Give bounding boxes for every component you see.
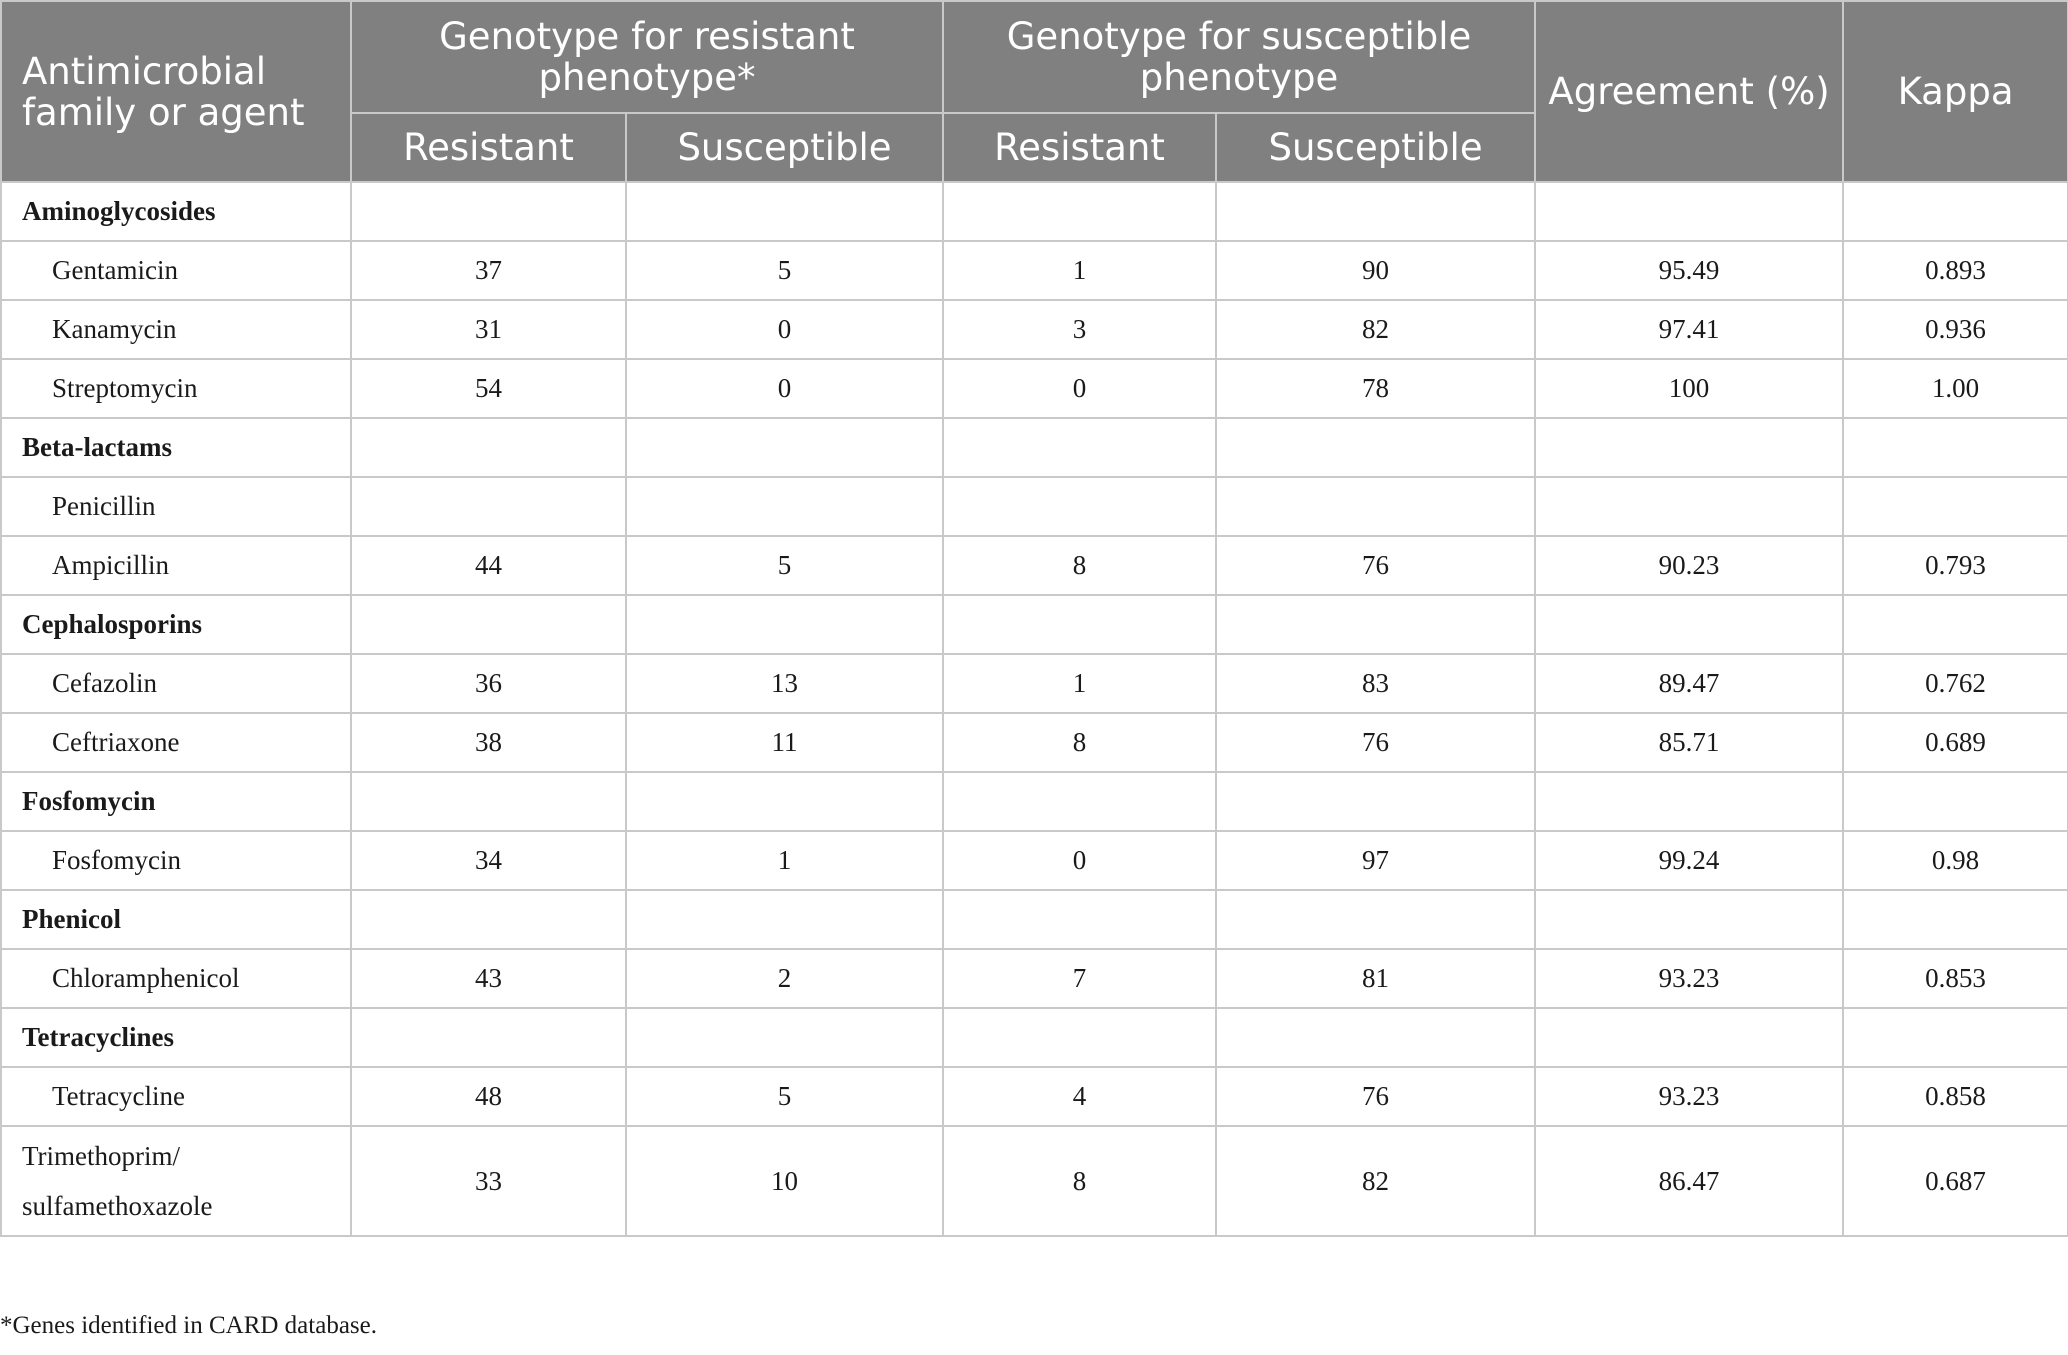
agent-row <box>1 1067 2068 1126</box>
genotype-resistant-susceptible <box>626 890 943 949</box>
genotype-resistant-susceptible: 5 <box>626 241 943 300</box>
genotype-susceptible-susceptible: 76 <box>1216 536 1535 595</box>
agent-name: Streptomycin <box>1 359 351 418</box>
genotype-susceptible-susceptible: 81 <box>1216 949 1535 1008</box>
agreement-value <box>1535 1008 1843 1067</box>
agreement-value: 97.41 <box>1535 300 1843 359</box>
agreement-value <box>1535 772 1843 831</box>
kappa-value <box>1843 772 2068 831</box>
genotype-resistant-susceptible: 1 <box>626 831 943 890</box>
genotype-susceptible-resistant <box>943 418 1216 477</box>
genotype-susceptible-resistant: 8 <box>943 713 1216 772</box>
genotype-resistant-susceptible <box>626 418 943 477</box>
family-row <box>1 890 2068 949</box>
genotype-susceptible-susceptible: 76 <box>1216 1067 1535 1126</box>
family-row <box>1 182 2068 241</box>
agreement-value: 93.23 <box>1535 1067 1843 1126</box>
genotype-susceptible-resistant: 7 <box>943 949 1216 1008</box>
genotype-susceptible-susceptible: 97 <box>1216 831 1535 890</box>
genotype-resistant-susceptible <box>626 1008 943 1067</box>
agent-name: Ampicillin <box>1 536 351 595</box>
agreement-value: 85.71 <box>1535 713 1843 772</box>
kappa-value: 0.853 <box>1843 949 2068 1008</box>
genotype-resistant-susceptible: 5 <box>626 536 943 595</box>
table-body <box>1 182 2068 1236</box>
genotype-susceptible-resistant: 0 <box>943 831 1216 890</box>
genotype-susceptible-resistant <box>943 1008 1216 1067</box>
agent-row <box>1 654 2068 713</box>
agent-row <box>1 241 2068 300</box>
family-name: Fosfomycin <box>1 772 351 831</box>
kappa-value <box>1843 477 2068 536</box>
table-footnote: *Genes identified in CARD database. <box>0 1312 377 1339</box>
kappa-value <box>1843 182 2068 241</box>
genotype-resistant-resistant <box>351 1008 626 1067</box>
genotype-susceptible-resistant <box>943 477 1216 536</box>
genotype-susceptible-resistant <box>943 890 1216 949</box>
genotype-resistant-resistant <box>351 890 626 949</box>
genotype-susceptible-susceptible <box>1216 890 1535 949</box>
agent-row <box>1 300 2068 359</box>
agreement-value <box>1535 477 1843 536</box>
family-name: Tetracyclines <box>1 1008 351 1067</box>
agreement-value <box>1535 595 1843 654</box>
agreement-value: 95.49 <box>1535 241 1843 300</box>
agent-name <box>1 1126 351 1236</box>
genotype-susceptible-resistant: 8 <box>943 1126 1216 1236</box>
agent-name: Gentamicin <box>1 241 351 300</box>
header-resistant-phenotype: Genotype for resistant phenotype* <box>351 1 943 113</box>
genotype-susceptible-susceptible <box>1216 772 1535 831</box>
genotype-susceptible-susceptible: 76 <box>1216 713 1535 772</box>
family-row <box>1 418 2068 477</box>
kappa-value: 0.793 <box>1843 536 2068 595</box>
subheader-resistant-s: Susceptible <box>626 113 943 182</box>
kappa-value: 0.687 <box>1843 1126 2068 1236</box>
agreement-value: 90.23 <box>1535 536 1843 595</box>
header-family-agent: Antimicrobial family or agent <box>1 1 351 182</box>
kappa-value <box>1843 1008 2068 1067</box>
genotype-resistant-resistant: 43 <box>351 949 626 1008</box>
kappa-value: 1.00 <box>1843 359 2068 418</box>
genotype-susceptible-susceptible: 83 <box>1216 654 1535 713</box>
subheader-susceptible-r: Resistant <box>943 113 1216 182</box>
genotype-resistant-resistant: 48 <box>351 1067 626 1126</box>
genotype-resistant-susceptible: 13 <box>626 654 943 713</box>
agent-name: Cefazolin <box>1 654 351 713</box>
genotype-resistant-resistant: 36 <box>351 654 626 713</box>
subheader-resistant-r: Resistant <box>351 113 626 182</box>
genotype-susceptible-resistant: 1 <box>943 654 1216 713</box>
kappa-value <box>1843 418 2068 477</box>
genotype-resistant-resistant <box>351 477 626 536</box>
kappa-value: 0.858 <box>1843 1067 2068 1126</box>
genotype-susceptible-susceptible: 82 <box>1216 300 1535 359</box>
agreement-value: 100 <box>1535 359 1843 418</box>
kappa-value: 0.762 <box>1843 654 2068 713</box>
genotype-susceptible-resistant: 3 <box>943 300 1216 359</box>
genotype-susceptible-susceptible <box>1216 477 1535 536</box>
agent-name-line: Trimethoprim/ <box>22 1141 181 1171</box>
agent-name: Fosfomycin <box>1 831 351 890</box>
family-row <box>1 1008 2068 1067</box>
kappa-value: 0.893 <box>1843 241 2068 300</box>
genotype-resistant-resistant: 31 <box>351 300 626 359</box>
agent-row <box>1 359 2068 418</box>
genotype-resistant-susceptible: 11 <box>626 713 943 772</box>
agreement-value: 86.47 <box>1535 1126 1843 1236</box>
genotype-susceptible-resistant: 4 <box>943 1067 1216 1126</box>
genotype-resistant-susceptible <box>626 772 943 831</box>
genotype-susceptible-susceptible <box>1216 595 1535 654</box>
family-name: Aminoglycosides <box>1 182 351 241</box>
genotype-susceptible-susceptible: 78 <box>1216 359 1535 418</box>
genotype-resistant-susceptible <box>626 595 943 654</box>
genotype-resistant-resistant <box>351 595 626 654</box>
genotype-resistant-susceptible <box>626 477 943 536</box>
genotype-resistant-susceptible: 5 <box>626 1067 943 1126</box>
agent-name-line: sulfamethoxazole <box>22 1191 213 1221</box>
genotype-resistant-resistant: 44 <box>351 536 626 595</box>
header-agreement: Agreement (%) <box>1535 1 1843 182</box>
agent-row <box>1 831 2068 890</box>
agreement-value <box>1535 182 1843 241</box>
genotype-resistant-resistant: 34 <box>351 831 626 890</box>
family-name: Beta-lactams <box>1 418 351 477</box>
kappa-value: 0.689 <box>1843 713 2068 772</box>
agent-row <box>1 1126 2068 1236</box>
genotype-resistant-resistant: 38 <box>351 713 626 772</box>
table-header <box>1 1 2068 182</box>
family-name: Cephalosporins <box>1 595 351 654</box>
agent-name: Tetracycline <box>1 1067 351 1126</box>
genotype-resistant-resistant <box>351 182 626 241</box>
subheader-susceptible-s: Susceptible <box>1216 113 1535 182</box>
agreement-value: 89.47 <box>1535 654 1843 713</box>
genotype-susceptible-susceptible: 82 <box>1216 1126 1535 1236</box>
genotype-susceptible-resistant: 1 <box>943 241 1216 300</box>
genotype-resistant-resistant <box>351 418 626 477</box>
agent-row <box>1 477 2068 536</box>
kappa-value: 0.98 <box>1843 831 2068 890</box>
genotype-resistant-resistant <box>351 772 626 831</box>
genotype-resistant-resistant: 54 <box>351 359 626 418</box>
genotype-susceptible-resistant <box>943 182 1216 241</box>
genotype-resistant-susceptible: 0 <box>626 300 943 359</box>
kappa-value: 0.936 <box>1843 300 2068 359</box>
agreement-value <box>1535 418 1843 477</box>
genotype-susceptible-resistant: 0 <box>943 359 1216 418</box>
genotype-susceptible-resistant <box>943 595 1216 654</box>
header-susceptible-phenotype: Genotype for susceptible phenotype <box>943 1 1535 113</box>
agent-row <box>1 536 2068 595</box>
genotype-resistant-susceptible: 10 <box>626 1126 943 1236</box>
kappa-value <box>1843 890 2068 949</box>
genotype-susceptible-susceptible: 90 <box>1216 241 1535 300</box>
genotype-susceptible-susceptible <box>1216 1008 1535 1067</box>
genotype-susceptible-susceptible <box>1216 418 1535 477</box>
header-kappa: Kappa <box>1843 1 2068 182</box>
genotype-susceptible-susceptible <box>1216 182 1535 241</box>
genotype-resistant-susceptible <box>626 182 943 241</box>
agent-row <box>1 949 2068 1008</box>
genotype-resistant-resistant: 37 <box>351 241 626 300</box>
agreement-value <box>1535 890 1843 949</box>
kappa-value <box>1843 595 2068 654</box>
family-name: Phenicol <box>1 890 351 949</box>
genotype-susceptible-resistant <box>943 772 1216 831</box>
genotype-resistant-resistant: 33 <box>351 1126 626 1236</box>
agent-name: Ceftriaxone <box>1 713 351 772</box>
genotype-resistant-susceptible: 2 <box>626 949 943 1008</box>
agent-name: Kanamycin <box>1 300 351 359</box>
agreement-value: 99.24 <box>1535 831 1843 890</box>
family-row <box>1 772 2068 831</box>
genotype-resistant-susceptible: 0 <box>626 359 943 418</box>
agent-name: Chloramphenicol <box>1 949 351 1008</box>
agreement-value: 93.23 <box>1535 949 1843 1008</box>
genotype-susceptible-resistant: 8 <box>943 536 1216 595</box>
agent-name: Penicillin <box>1 477 351 536</box>
agent-row <box>1 713 2068 772</box>
family-row <box>1 595 2068 654</box>
